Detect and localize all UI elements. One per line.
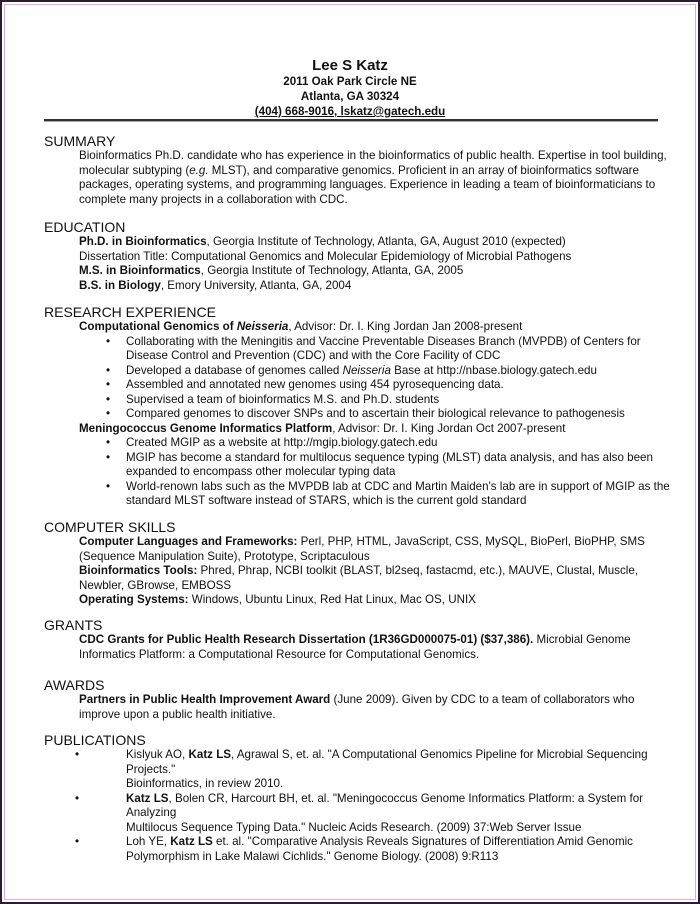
paragraph <box>79 633 684 662</box>
address-line-2: Atlanta, GA 30324 <box>300 90 400 103</box>
address-line-1: 2011 Oak Park Circle NE <box>283 75 417 88</box>
bold-text: Neisseria <box>236 320 289 333</box>
bullet-icon: • <box>75 835 80 848</box>
text-run: MLST), and comparative genomics. Proficient in an array of bioinformatics software packages, operating systems, and programming languages. Experience in leading a team of bioinformaticians to complete many projects in a collaboration with CDC. <box>79 163 656 206</box>
bold-text: Ph.D. in Bioinformatics <box>79 235 207 248</box>
section-education <box>44 219 684 293</box>
paragraph <box>79 564 684 593</box>
bold-text: Bioinformatics Tools: <box>79 564 198 577</box>
text-run: , Georgia Institute of Technology, Atlanta, GA, August 2010 (expected) <box>206 235 566 248</box>
text-run: et. al. "Comparative Analysis Reveals Signatures of Differentiation Amid Genomic Polymorphism in Lake Malawi Cichlids." Genome Biology. (2008) 9:R113 <box>126 835 633 863</box>
bold-text: Computational Genomics of <box>79 320 237 333</box>
text-run: Developed a database of genomes called <box>126 363 343 377</box>
section-grants <box>44 617 684 662</box>
section-title: RESEARCH EXPERIENCE <box>44 304 216 320</box>
section-title: COMPUTER SKILLS <box>44 519 176 535</box>
list-item <box>79 393 684 408</box>
bold-text: Meningococcus Genome Informatics Platform <box>79 421 333 435</box>
bullet-icon: • <box>75 791 80 805</box>
resume-header <box>0 57 700 119</box>
bullet-icon: • <box>106 334 111 348</box>
list-item <box>79 451 684 480</box>
text-run: MGIP has become a standard for multilocus sequence typing (MLST) data analysis, and has also been expanded to encompass other molecular typing data <box>126 450 653 478</box>
paragraph <box>79 235 684 250</box>
text-run: Collaborating with the Meningitis and Vaccine Preventable Diseases Branch (MVPDB) of Centers for Disease Control and Prevention (CDC) and with the Core Facility of CDC <box>126 334 641 362</box>
text-run: Created MGIP as a website at http://mgip.biology.gatech.edu <box>126 436 438 449</box>
bold-text: Operating Systems: <box>79 593 189 606</box>
header-rule <box>44 119 658 122</box>
section-title: AWARDS <box>44 677 105 693</box>
italic-text: Neisseria <box>342 363 391 377</box>
text-run: Phred, Phrap, NCBI toolkit (BLAST, bl2seq, fastacmd, etc.), MAUVE, Clustal, Muscle, Newbler, GBrowse, EMBOSS <box>79 564 639 592</box>
bullet-icon: • <box>106 407 111 420</box>
italic-text: e.g. <box>189 163 209 177</box>
bold-text: Katz LS <box>170 835 213 848</box>
list-item <box>44 748 684 792</box>
bullet-icon: • <box>106 378 111 391</box>
bullet-list <box>44 335 684 422</box>
bold-text: Katz LS <box>188 748 232 761</box>
list-item <box>79 480 684 509</box>
section-awards <box>44 677 684 722</box>
text-run: World-renown labs such as the MVPDB lab at CDC and Martin Maiden's lab are in support of MGIP as the standard MLST software instead of STARS, which is the current gold standard <box>126 479 670 507</box>
text-run: Supervised a team of bioinformatics M.S. and Ph.D. students <box>126 392 440 406</box>
text-run: Windows, Ubuntu Linux, Red Hat Linux, Mac OS, UNIX <box>188 593 476 606</box>
paragraph <box>79 264 684 279</box>
section-title: PUBLICATIONS <box>44 732 146 748</box>
list-item <box>44 792 684 836</box>
paragraph <box>79 250 684 265</box>
contact-line: (404) 668-9016, lskatz@gatech.edu <box>254 105 446 118</box>
bullet-list <box>44 748 684 864</box>
text-run: , Emory University, Atlanta, GA, 2004 <box>160 278 352 292</box>
list-item <box>79 378 684 393</box>
text-run: , Advisor: Dr. I. King Jordan Oct 2007-present <box>332 421 566 435</box>
list-item <box>79 364 684 379</box>
list-item <box>44 835 684 864</box>
section-summary <box>44 133 684 207</box>
text-run: Base at http://nbase.biology.gatech.edu <box>390 363 597 377</box>
bold-text: CDC Grants for Public Health Research Dissertation (1R36GD000075-01) ($37,386). <box>79 633 534 646</box>
bullet-icon: • <box>106 479 111 493</box>
text-run: , Advisor: Dr. I. King Jordan Jan 2008-present <box>288 320 523 333</box>
list-item <box>79 407 684 422</box>
text-run: Bioinformatics Ph.D. candidate who has experience in the bioinformatics of public health. Expertise in tool building, molecular subtyping ( <box>79 149 667 177</box>
bullet-icon: • <box>106 436 111 449</box>
text-run: (June 2009). Given by CDC to a team of collaborators who improve upon a public health initiative. <box>79 693 635 721</box>
bullet-icon: • <box>106 450 111 464</box>
text-run: , Bolen CR, Harcourt BH, et. al. "Meningococcus Genome Informatics Platform: a System for Analyzing Multilocus Sequence Typing Data." Nucleic Acids Research. (2009) 37:Web Server Issue <box>126 791 643 834</box>
bold-text: B.S. in Biology <box>79 278 161 292</box>
paragraph <box>79 149 684 207</box>
text-run: Kislyuk AO, <box>126 748 189 761</box>
text-run: Loh YE, <box>126 835 171 848</box>
paragraph <box>79 422 684 437</box>
text-run: , Agrawal S, et. al. "A Computational Genomics Pipeline for Microbial Sequencing Projects." Bioinformatics, in review 2010. <box>126 748 648 790</box>
paragraph <box>79 535 684 564</box>
paragraph <box>79 593 684 608</box>
section-title: GRANTS <box>44 617 103 633</box>
bullet-icon: • <box>75 748 80 761</box>
paragraph <box>79 320 684 335</box>
section-skills <box>44 519 684 608</box>
bold-text: Computer Languages and Frameworks: <box>79 535 298 548</box>
bold-text: M.S. in Bioinformatics <box>79 264 201 277</box>
text-run: Compared genomes to discover SNPs and to ascertain their biological relevance to pathogenesis <box>126 407 625 420</box>
text-run: Dissertation Title: Computational Genomics and Molecular Epidemiology of Microbial Pathogens <box>79 249 572 263</box>
section-title: EDUCATION <box>44 219 126 235</box>
section-publications <box>44 732 684 864</box>
paragraph <box>79 693 684 722</box>
list-item <box>79 335 684 364</box>
bold-text: Katz LS <box>126 791 169 805</box>
bullet-list <box>44 436 684 509</box>
text-run: , Georgia Institute of Technology, Atlanta, GA, 2005 <box>200 264 464 277</box>
bullet-icon: • <box>106 392 111 406</box>
text-run: Microbial Genome Informatics Platform: a Computational Resource for Computational Genomics. <box>79 633 631 661</box>
text-run: Assembled and annotated new genomes using 454 pyrosequencing data. <box>126 378 504 391</box>
candidate-name: Lee S Katz <box>312 57 388 74</box>
section-title: SUMMARY <box>44 133 116 149</box>
bullet-icon: • <box>106 363 111 377</box>
bold-text: Partners in Public Health Improvement Award <box>79 693 331 706</box>
list-item <box>79 436 684 451</box>
text-run: Perl, PHP, HTML, JavaScript, CSS, MySQL, BioPerl, BioPHP, SMS (Sequence Manipulation Suite), Prototype, Scriptaculous <box>79 535 645 563</box>
section-research <box>44 304 684 509</box>
paragraph <box>79 279 684 294</box>
